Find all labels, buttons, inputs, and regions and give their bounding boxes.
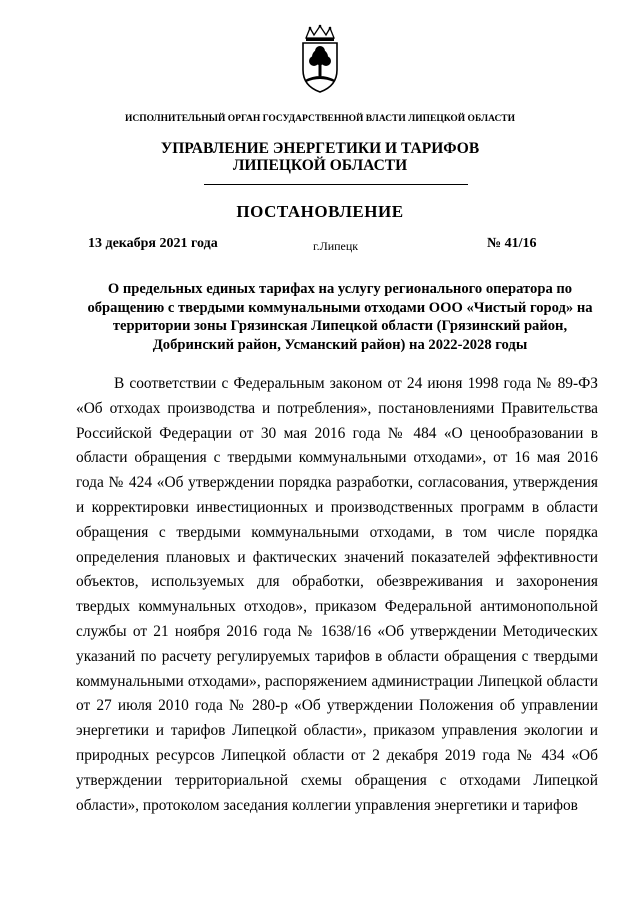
body-paragraph: В соответствии с Федеральным законом от 24 июня 1998 года № 89-ФЗ «Об отходах производства и потребления», постановлениями Правительства Российской Федерации от 30 мая 2016 года № 484 «О ценообразовании в области обращения с твердыми коммунальными отходами», от 16 мая 2016 года № 424 «Об утверждении порядка разработки, согласования, утверждения и корректировки инвестиционных и производственных программ в области обращения с твердыми коммунальными отходами, в том числе порядка определения плановых и фактических значений показателей эффективности объектов, используемых для обработки, обезвреживания и захоронения твердых коммунальных отходов», приказом Федеральной антимонопольной службы от 21 ноября 2016 года № 1638/16 «Об утверждении Методических указаний по расчету регулируемых тарифов в области обращения с твердыми коммунальными отходами», распоряжением администрации Липецкой области от 27 июля 2010 года № 280-р «Об утверждении Положения об управлении энергетики и тарифов Липецкой области», приказом управления экологии и природных ресурсов Липецкой области от 2 декабря 2019 года № 434 «Об утверждении территориальной схемы обращения с отходами Липецкой области», протоколом заседания коллегии управления энергетики и тарифов <box>76 375 598 814</box>
coat-of-arms-icon <box>298 24 342 94</box>
document-number: № 41/16 <box>487 236 537 251</box>
organization-name-line-2: ЛИПЕЦКОЙ ОБЛАСТИ <box>232 157 408 174</box>
document-date: 13 декабря 2021 года <box>88 236 218 251</box>
organization-name-line-1: УПРАВЛЕНИЕ ЭНЕРГЕТИКИ И ТАРИФОВ <box>160 140 480 157</box>
issuing-authority: ИСПОЛНИТЕЛЬНЫЙ ОРГАН ГОСУДАРСТВЕННОЙ ВЛАСТИ ЛИПЕЦКОЙ ОБЛАСТИ <box>124 114 516 124</box>
document-city: г.Липецк <box>313 239 359 253</box>
document-type: ПОСТАНОВЛЕНИЕ <box>236 202 404 221</box>
organization-name <box>0 140 640 174</box>
document-title: О предельных единых тарифах на услугу регионального оператора по обращению с твердыми коммунальными отходами ООО «Чистый город» на территории зоны Грязинская Липецкой области (Грязинский район, Добринский район, Усманский район) на 2022-2028 годы <box>87 281 593 353</box>
header-divider <box>204 184 468 185</box>
